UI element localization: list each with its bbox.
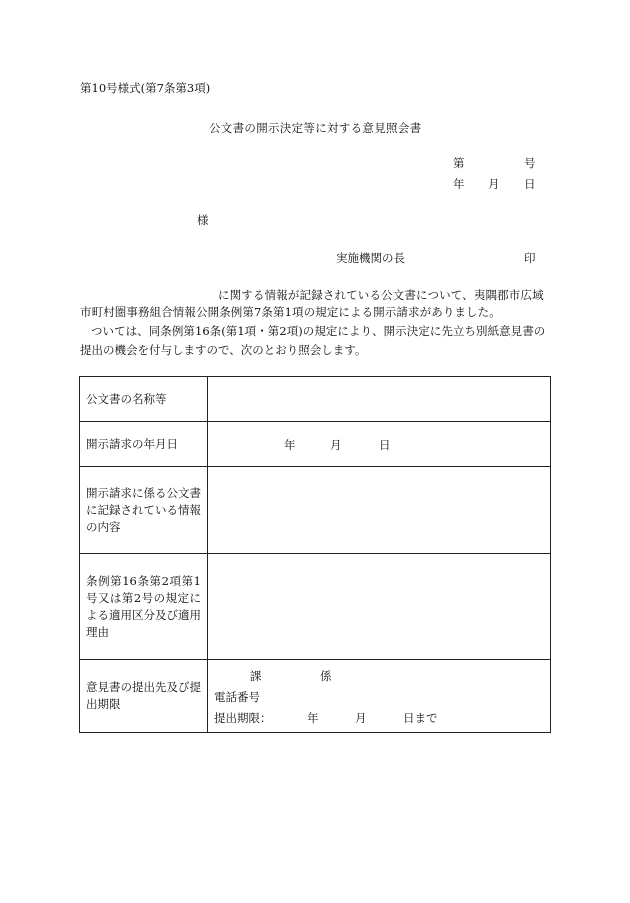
deadline-day: 日まで xyxy=(403,711,438,725)
request-date-day: 日 xyxy=(379,438,391,452)
table-row xyxy=(80,422,551,467)
table-row xyxy=(80,467,551,554)
number-suffix: 号 xyxy=(524,156,536,170)
sender-title: 実施機関の長 xyxy=(336,251,405,265)
record-content-label: 開示請求に係る公文書に記録されている情報の内容 xyxy=(80,467,208,554)
submission-destination-field[interactable] xyxy=(208,660,551,733)
document-name-field[interactable] xyxy=(208,377,551,422)
deadline-year: 年 xyxy=(307,711,319,725)
body-line-3: ついては、同条例第16条(第1項・第2項)の規定により、開示決定に先立ち別紙意見書の xyxy=(91,324,546,338)
date-year: 年 xyxy=(453,177,465,191)
record-content-field[interactable] xyxy=(208,467,551,554)
date-month: 月 xyxy=(488,177,500,191)
deadline-label: 提出期限： xyxy=(214,711,272,725)
request-date-field[interactable] xyxy=(208,422,551,467)
date-day: 日 xyxy=(524,177,536,191)
body-line-4: 提出の機会を付与しますので、次のとおり照会します。 xyxy=(80,343,367,357)
applicable-category-field[interactable] xyxy=(208,554,551,660)
body-line-1: に関する情報が記録されている公文書について、夷隅郡市広域 xyxy=(218,288,544,302)
body-line-2: 市町村圏事務組合情報公開条例第7条第1項の規定による開示請求がありました。 xyxy=(80,305,501,319)
request-date-year: 年 xyxy=(284,438,296,452)
seal-mark: 印 xyxy=(524,251,536,265)
table-row xyxy=(80,660,551,733)
table-row xyxy=(80,554,551,660)
inquiry-table xyxy=(79,376,551,733)
applicable-category-label: 条例第16条第2項第1号又は第2号の規定による適用区分及び適用理由 xyxy=(80,554,208,660)
number-prefix: 第 xyxy=(453,156,465,170)
deadline-month: 月 xyxy=(355,711,367,725)
unit-suffix: 係 xyxy=(320,669,332,683)
document-name-label: 公文書の名称等 xyxy=(80,377,208,422)
phone-label: 電話番号 xyxy=(214,690,260,704)
addressee-suffix: 様 xyxy=(197,213,209,227)
document-title: 公文書の開示決定等に対する意見照会書 xyxy=(209,121,422,135)
form-number: 第10号様式(第7条第3項) xyxy=(80,81,211,95)
request-date-month: 月 xyxy=(330,438,342,452)
request-date-label: 開示請求の年月日 xyxy=(80,422,208,467)
submission-destination-label: 意見書の提出先及び提出期限 xyxy=(80,660,208,733)
section-suffix: 課 xyxy=(250,669,262,683)
table-row xyxy=(80,377,551,422)
